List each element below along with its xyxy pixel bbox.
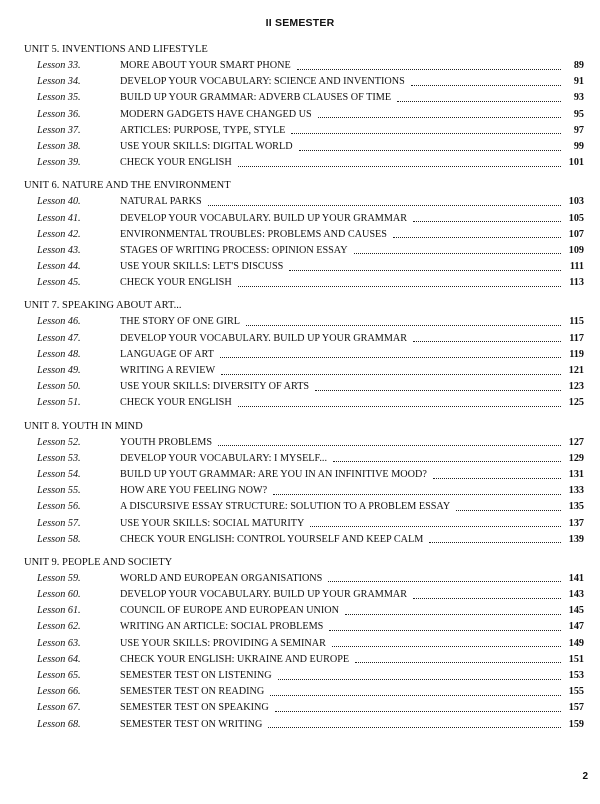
lesson-number: Lesson 46. (37, 316, 81, 328)
lesson-number: Lesson 33. (37, 60, 81, 71)
lesson-entry[interactable] (24, 259, 584, 275)
lesson-number: Lesson 60. (37, 589, 81, 601)
lesson-number: Lesson 37. (37, 124, 81, 136)
lesson-page-number: 113 (569, 277, 584, 289)
lesson-entry[interactable] (24, 314, 584, 330)
lesson-title: MODERN GADGETS HAVE CHANGED US (120, 108, 312, 120)
lesson-number: Lesson 62. (37, 621, 81, 633)
lesson-number: Lesson 66. (37, 686, 81, 698)
unit-title: UNIT 7. SPEAKING ABOUT ART... (24, 300, 182, 312)
dot-leader (221, 374, 561, 375)
lesson-entry[interactable] (24, 123, 584, 139)
lesson-page-number: 93 (573, 92, 584, 104)
dot-leader (238, 286, 561, 287)
lesson-entry[interactable] (24, 652, 584, 668)
dot-leader (411, 85, 561, 86)
dot-leader (328, 581, 561, 582)
dot-leader (208, 205, 561, 206)
lesson-entry[interactable] (24, 603, 584, 619)
lesson-title: DEVELOP YOUR VOCABULARY. BUILD UP YOUR GRAMMAR (120, 212, 408, 224)
dot-leader (345, 614, 561, 615)
lesson-title: BUILD UP YOUT GRAMMAR: ARE YOU IN AN INFINITIVE MOOD? (120, 468, 427, 480)
dot-leader (238, 166, 561, 167)
lesson-page-number: 131 (568, 468, 584, 480)
lesson-entry[interactable] (24, 571, 584, 587)
lesson-title: SEMESTER TEST ON READING (120, 686, 265, 698)
lesson-number: Lesson 59. (37, 572, 81, 584)
lesson-title: COUNCIL OF EUROPE AND EUROPEAN UNION (120, 605, 339, 617)
dot-leader (329, 630, 561, 631)
lesson-entry[interactable] (24, 227, 584, 243)
lesson-title: BUILD UP YOUR GRAMMAR: ADVERB CLAUSES OF TIME (120, 92, 392, 104)
lesson-entry[interactable] (24, 275, 584, 291)
lesson-page-number: 125 (568, 397, 584, 409)
lesson-title: WRITING AN ARTICLE: SOCIAL PROBLEMS (120, 621, 324, 633)
dot-leader (278, 679, 561, 680)
lesson-page-number: 151 (568, 653, 584, 665)
lesson-page-number: 135 (568, 501, 584, 513)
lesson-entry[interactable] (24, 74, 584, 90)
lesson-number: Lesson 52. (37, 436, 81, 448)
lesson-page-number: 115 (569, 316, 584, 328)
dot-leader (275, 711, 561, 712)
lesson-number: Lesson 45. (37, 277, 81, 289)
unit-section (24, 178, 584, 291)
lesson-title: DEVELOP YOUR VOCABULARY. BUILD UP YOUR GRAMMAR (120, 589, 408, 601)
lesson-title: DEVELOP YOUR VOCABULARY. BUILD UP YOUR GRAMMAR (120, 332, 408, 344)
dot-leader (393, 237, 561, 238)
lesson-title: CHECK YOUR ENGLISH (120, 397, 232, 409)
unit-title: UNIT 6. NATURE AND THE ENVIRONMENT (24, 180, 231, 192)
lesson-number: Lesson 57. (37, 517, 81, 529)
lesson-page-number: 101 (568, 157, 584, 169)
lesson-title: SEMESTER TEST ON SPEAKING (120, 702, 269, 714)
lesson-number: Lesson 50. (37, 381, 81, 393)
dot-leader (220, 357, 561, 358)
dot-leader (238, 406, 561, 407)
lesson-page-number: 103 (568, 196, 584, 208)
lesson-number: Lesson 49. (37, 365, 81, 376)
dot-leader (297, 69, 561, 70)
lesson-page-number: 153 (568, 670, 584, 681)
dot-leader (355, 662, 561, 663)
lesson-entry[interactable] (24, 636, 584, 652)
lesson-entry[interactable] (24, 194, 584, 210)
lesson-page-number: 133 (568, 485, 584, 497)
lesson-number: Lesson 55. (37, 485, 81, 497)
unit-section (24, 419, 584, 548)
lesson-entry[interactable] (24, 532, 584, 548)
lesson-title: DEVELOP YOUR VOCABULARY: SCIENCE AND INVENTIONS (120, 76, 405, 88)
lesson-number: Lesson 61. (37, 605, 81, 617)
dot-leader (429, 542, 561, 543)
unit-title: UNIT 9. PEOPLE AND SOCIETY (24, 556, 173, 568)
lesson-number: Lesson 54. (37, 468, 81, 480)
lesson-title: WRITING A REVIEW (120, 365, 216, 376)
lesson-number: Lesson 41. (37, 212, 81, 224)
lesson-number: Lesson 43. (37, 244, 81, 256)
lesson-page-number: 137 (568, 517, 584, 529)
lesson-number: Lesson 64. (37, 653, 81, 665)
dot-leader (332, 646, 561, 647)
dot-leader (354, 253, 561, 254)
lesson-page-number: 111 (569, 261, 584, 273)
lesson-page-number: 139 (568, 533, 584, 545)
lesson-title: WORLD AND EUROPEAN ORGANISATIONS (120, 572, 323, 584)
lesson-entry[interactable] (24, 243, 584, 259)
lesson-page-number: 129 (568, 452, 584, 464)
dot-leader (413, 341, 561, 342)
lesson-list (24, 58, 584, 171)
lesson-number: Lesson 65. (37, 670, 81, 681)
lesson-number: Lesson 34. (37, 76, 81, 88)
lesson-entry[interactable] (24, 395, 584, 411)
lesson-entry[interactable] (24, 516, 584, 532)
lesson-title: SEMESTER TEST ON LISTENING (120, 670, 272, 681)
lesson-page-number: 147 (568, 621, 584, 633)
lesson-page-number: 157 (568, 702, 584, 714)
dot-leader (273, 494, 561, 495)
lesson-page-number: 117 (569, 332, 584, 344)
lesson-entry[interactable] (24, 331, 584, 347)
lesson-number: Lesson 38. (37, 140, 81, 152)
dot-leader (291, 133, 561, 134)
lesson-page-number: 99 (573, 140, 584, 152)
lesson-page-number: 97 (573, 124, 584, 136)
lesson-entry[interactable] (24, 379, 584, 395)
lesson-number: Lesson 67. (37, 702, 81, 714)
semester-heading: II SEMESTER (265, 17, 335, 29)
unit-section (24, 42, 584, 171)
table-of-contents (24, 42, 584, 740)
dot-leader (289, 270, 561, 271)
lesson-title: CHECK YOUR ENGLISH: CONTROL YOURSELF AND KEEP CALM (120, 533, 424, 545)
lesson-title: ENVIRONMENTAL TROUBLES: PROBLEMS AND CAUSES (120, 228, 387, 240)
lesson-title: LANGUAGE OF ART (120, 348, 214, 360)
dot-leader (270, 695, 561, 696)
lesson-entry[interactable] (24, 483, 584, 499)
dot-leader (218, 445, 561, 446)
lesson-page-number: 145 (568, 605, 584, 617)
dot-leader (310, 526, 561, 527)
lesson-entry[interactable] (24, 467, 584, 483)
dot-leader (456, 510, 561, 511)
lesson-page-number: 155 (568, 686, 584, 698)
lesson-number: Lesson 51. (37, 397, 81, 409)
dot-leader (333, 461, 561, 462)
dot-leader (246, 325, 561, 326)
lesson-page-number: 141 (568, 572, 584, 584)
lesson-title: A DISCURSIVE ESSAY STRUCTURE: SOLUTION TO A PROBLEM ESSAY (120, 501, 451, 513)
lesson-entry[interactable] (24, 700, 584, 716)
lesson-number: Lesson 42. (37, 228, 81, 240)
lesson-page-number: 143 (568, 589, 584, 601)
dot-leader (318, 117, 561, 118)
lesson-page-number: 105 (568, 212, 584, 224)
lesson-page-number: 89 (573, 60, 584, 71)
lesson-title: CHECK YOUR ENGLISH (120, 157, 232, 169)
unit-section (24, 298, 584, 411)
dot-leader (413, 221, 561, 222)
lesson-title: USE YOUR SKILLS: PROVIDING A SEMINAR (120, 637, 326, 649)
lesson-number: Lesson 68. (37, 718, 81, 730)
lesson-number: Lesson 44. (37, 261, 81, 273)
lesson-page-number: 109 (568, 244, 584, 256)
lesson-entry[interactable] (24, 139, 584, 155)
lesson-page-number: 95 (573, 108, 584, 120)
lesson-title: SEMESTER TEST ON WRITING (120, 718, 263, 730)
lesson-number: Lesson 36. (37, 108, 81, 120)
lesson-entry[interactable] (24, 499, 584, 515)
lesson-title: MORE ABOUT YOUR SMART PHONE (120, 60, 291, 71)
lesson-number: Lesson 53. (37, 452, 81, 464)
lesson-entry[interactable] (24, 435, 584, 451)
page-number: 2 (582, 771, 588, 782)
lesson-entry[interactable] (24, 363, 584, 379)
lesson-list (24, 571, 584, 733)
lesson-number: Lesson 58. (37, 533, 81, 545)
dot-leader (315, 390, 561, 391)
unit-section (24, 555, 584, 733)
lesson-entry[interactable] (24, 211, 584, 227)
lesson-number: Lesson 40. (37, 196, 81, 208)
dot-leader (433, 478, 561, 479)
lesson-list (24, 314, 584, 411)
lesson-page-number: 91 (573, 76, 584, 88)
lesson-title: DEVELOP YOUR VOCABULARY: I MYSELF... (120, 452, 328, 464)
dot-leader (413, 598, 561, 599)
lesson-entry[interactable] (24, 155, 584, 171)
lesson-title: USE YOUR SKILLS: SOCIAL MATURITY (120, 517, 305, 529)
lesson-list (24, 194, 584, 291)
lesson-entry[interactable] (24, 90, 584, 106)
lesson-title: USE YOUR SKILLS: LET'S DISCUSS (120, 261, 284, 273)
lesson-page-number: 159 (568, 718, 584, 730)
lesson-title: NATURAL PARKS (120, 196, 202, 208)
lesson-page-number: 119 (569, 348, 584, 360)
unit-title: UNIT 5. INVENTIONS AND LIFESTYLE (24, 44, 208, 55)
lesson-number: Lesson 39. (37, 157, 81, 169)
lesson-title: THE STORY OF ONE GIRL (120, 316, 240, 328)
lesson-title: USE YOUR SKILLS: DIVERSITY OF ARTS (120, 381, 310, 393)
lesson-page-number: 121 (568, 365, 584, 376)
lesson-title: HOW ARE YOU FEELING NOW? (120, 485, 268, 497)
lesson-number: Lesson 48. (37, 348, 81, 360)
lesson-entry[interactable] (24, 668, 584, 684)
lesson-number: Lesson 63. (37, 637, 81, 649)
lesson-number: Lesson 56. (37, 501, 81, 513)
lesson-title: CHECK YOUR ENGLISH (120, 277, 232, 289)
lesson-title: YOUTH PROBLEMS (120, 436, 212, 448)
lesson-entry[interactable] (24, 58, 584, 74)
lesson-title: USE YOUR SKILLS: DIGITAL WORLD (120, 140, 293, 152)
dot-leader (397, 101, 561, 102)
lesson-number: Lesson 47. (37, 332, 81, 344)
lesson-page-number: 149 (568, 637, 584, 649)
lesson-entry[interactable] (24, 717, 584, 733)
lesson-entry[interactable] (24, 619, 584, 635)
dot-leader (268, 727, 561, 728)
lesson-title: ARTICLES: PURPOSE, TYPE, STYLE (120, 124, 286, 136)
unit-title: UNIT 8. YOUTH IN MIND (24, 420, 143, 432)
lesson-page-number: 127 (568, 436, 584, 448)
lesson-list (24, 435, 584, 548)
lesson-title: CHECK YOUR ENGLISH: UKRAINE AND EUROPE (120, 653, 350, 665)
lesson-title: STAGES OF WRITING PROCESS: OPINION ESSAY (120, 244, 348, 256)
lesson-entry[interactable] (24, 347, 584, 363)
lesson-entry[interactable] (24, 451, 584, 467)
dot-leader (299, 150, 561, 151)
lesson-page-number: 107 (568, 228, 584, 240)
lesson-entry[interactable] (24, 587, 584, 603)
lesson-number: Lesson 35. (37, 92, 81, 104)
lesson-entry[interactable] (24, 684, 584, 700)
lesson-entry[interactable] (24, 107, 584, 123)
lesson-page-number: 123 (568, 381, 584, 393)
